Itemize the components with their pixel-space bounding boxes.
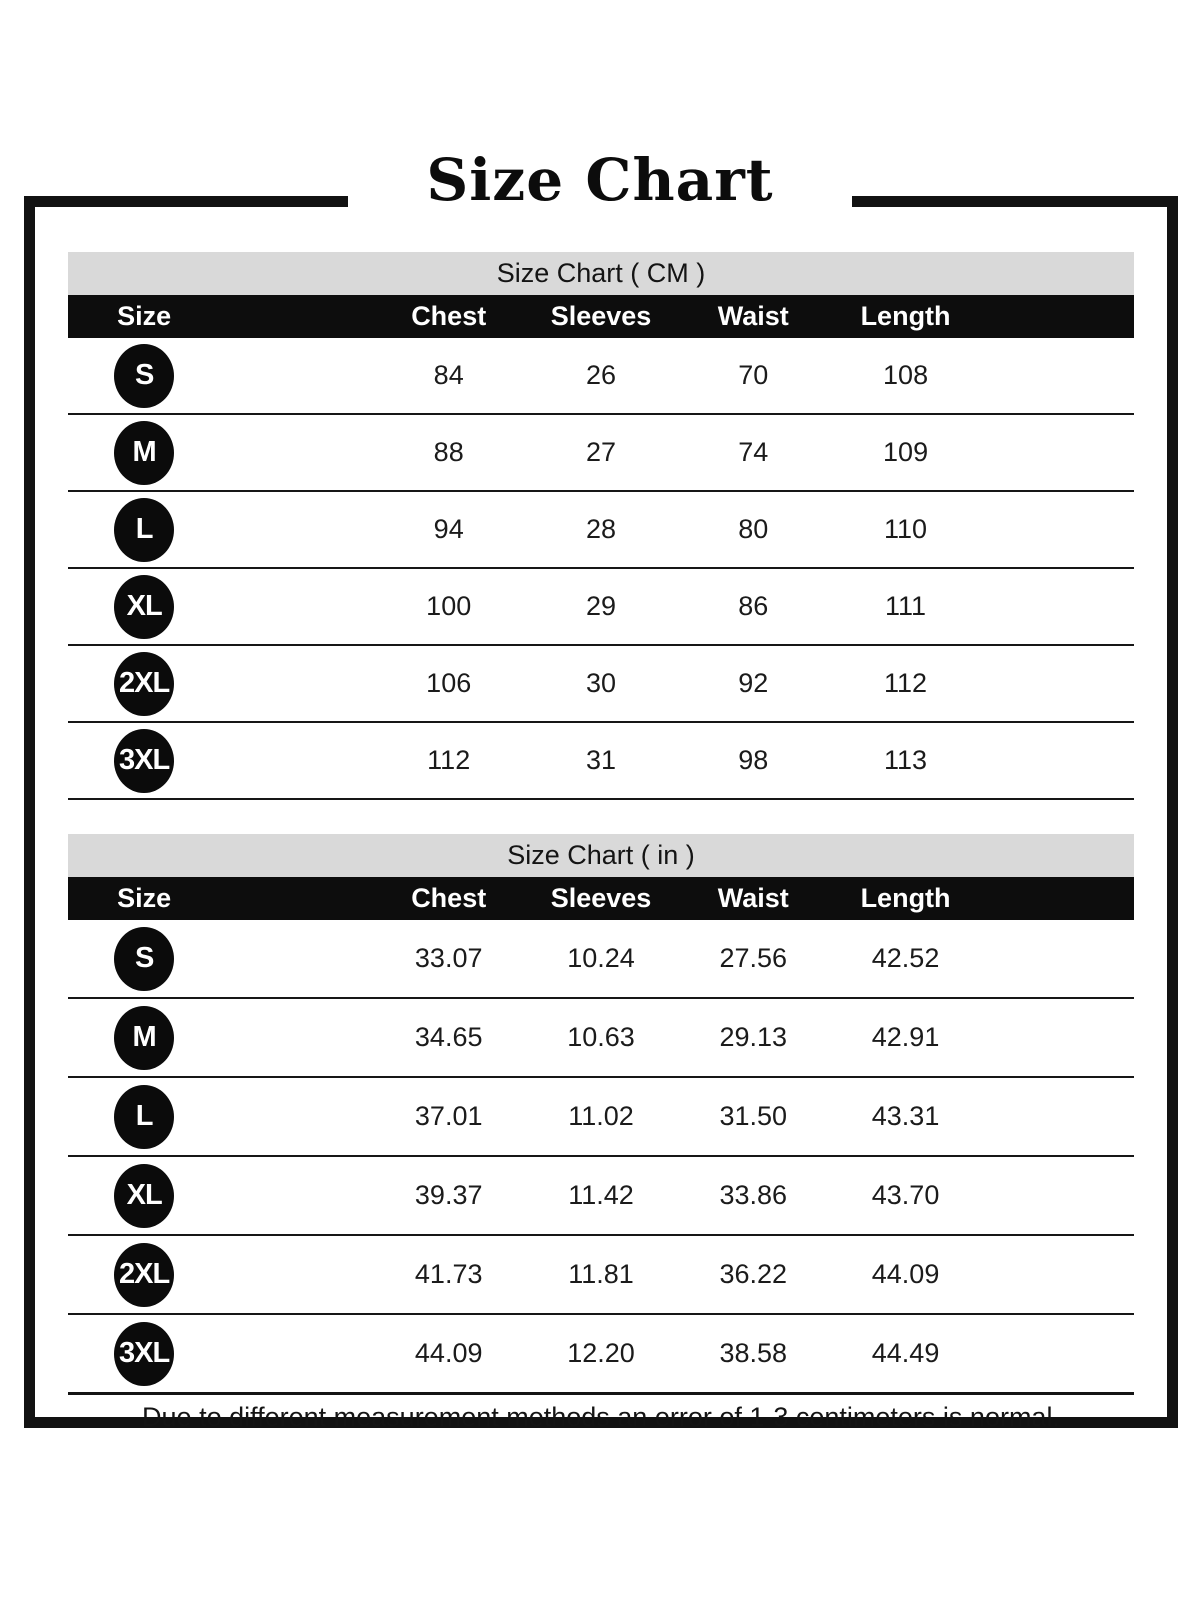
col-header-size: Size bbox=[117, 883, 172, 913]
table-header-cm bbox=[68, 295, 1134, 338]
cell-chest: 112 bbox=[427, 745, 471, 775]
cell-length: 111 bbox=[885, 591, 927, 621]
cell-waist: 86 bbox=[738, 591, 769, 621]
cell-waist: 29.13 bbox=[719, 1022, 788, 1052]
cell-chest: 44.09 bbox=[414, 1338, 483, 1368]
col-header-chest: Chest bbox=[411, 301, 487, 331]
cell-length: 109 bbox=[883, 437, 929, 467]
cell-chest: 100 bbox=[426, 591, 472, 621]
page-title: Size Chart bbox=[348, 148, 851, 213]
size-badge: 2XL bbox=[114, 1243, 174, 1307]
cell-sleeves: 27 bbox=[585, 437, 617, 467]
cell-length: 112 bbox=[884, 668, 928, 698]
cell-sleeves: 10.24 bbox=[567, 943, 635, 973]
cell-length: 42.91 bbox=[871, 1022, 940, 1052]
cell-length: 44.09 bbox=[871, 1259, 940, 1289]
table-title-in: Size Chart ( in ) bbox=[68, 834, 1134, 877]
table-row bbox=[68, 338, 1134, 415]
size-badge: 2XL bbox=[114, 652, 174, 716]
size-cell bbox=[68, 1164, 220, 1228]
cell-sleeves: 28 bbox=[585, 514, 617, 544]
size-badge: L bbox=[114, 1085, 174, 1149]
size-badge: M bbox=[114, 421, 174, 485]
cell-waist: 27.56 bbox=[719, 943, 788, 973]
size-cell bbox=[68, 498, 220, 562]
cell-sleeves: 12.20 bbox=[567, 1338, 635, 1368]
col-header-chest: Chest bbox=[411, 883, 487, 913]
size-cell bbox=[68, 1006, 220, 1070]
table-row bbox=[68, 920, 1134, 999]
table-row bbox=[68, 415, 1134, 492]
cell-chest: 88 bbox=[433, 437, 464, 467]
cell-sleeves: 10.63 bbox=[567, 1022, 635, 1052]
table-row bbox=[68, 1078, 1134, 1157]
cell-length: 43.70 bbox=[871, 1180, 940, 1210]
size-cell bbox=[68, 927, 220, 991]
border-frame bbox=[24, 196, 1178, 1432]
size-cell bbox=[68, 1243, 220, 1307]
size-badge: M bbox=[114, 1006, 174, 1070]
cell-sleeves: 31 bbox=[585, 745, 617, 775]
cell-sleeves: 11.81 bbox=[568, 1259, 634, 1289]
table-row bbox=[68, 569, 1134, 646]
table-title-cm: Size Chart ( CM ) bbox=[68, 252, 1134, 295]
cell-waist: 33.86 bbox=[719, 1180, 788, 1210]
size-badge: 3XL bbox=[114, 729, 174, 793]
size-badge: XL bbox=[114, 1164, 174, 1228]
cell-sleeves: 29 bbox=[585, 591, 617, 621]
cell-length: 44.49 bbox=[871, 1338, 940, 1368]
cell-length: 42.52 bbox=[871, 943, 940, 973]
table-row bbox=[68, 999, 1134, 1078]
cell-waist: 31.50 bbox=[719, 1101, 788, 1131]
size-cell bbox=[68, 729, 220, 793]
cell-length: 113 bbox=[884, 745, 928, 775]
col-header-size: Size bbox=[117, 301, 172, 331]
cell-chest: 37.01 bbox=[414, 1101, 483, 1131]
table-row bbox=[68, 1315, 1134, 1392]
size-badge: XL bbox=[114, 575, 174, 639]
col-header-length: Length bbox=[860, 301, 951, 331]
table-row bbox=[68, 1157, 1134, 1236]
size-cell bbox=[68, 344, 220, 408]
cell-length: 110 bbox=[884, 514, 928, 544]
size-cell bbox=[68, 1322, 220, 1386]
col-header-sleeves: Sleeves bbox=[550, 883, 652, 913]
footnote: Due to different measurement methods an error of 1-3 centimeters is normal. bbox=[68, 1392, 1134, 1439]
cell-waist: 80 bbox=[738, 514, 769, 544]
size-badge: 3XL bbox=[114, 1322, 174, 1386]
cell-waist: 70 bbox=[738, 360, 769, 390]
cell-chest: 106 bbox=[426, 668, 472, 698]
col-header-length: Length bbox=[860, 883, 951, 913]
size-badge: L bbox=[114, 498, 174, 562]
cell-chest: 34.65 bbox=[414, 1022, 483, 1052]
cell-chest: 94 bbox=[433, 514, 464, 544]
table-row bbox=[68, 1236, 1134, 1315]
cell-chest: 84 bbox=[433, 360, 464, 390]
size-badge: S bbox=[114, 344, 174, 408]
table-header-in bbox=[68, 877, 1134, 920]
cell-chest: 41.73 bbox=[414, 1259, 483, 1289]
table-row bbox=[68, 646, 1134, 723]
cell-waist: 74 bbox=[738, 437, 769, 467]
cell-length: 43.31 bbox=[871, 1101, 940, 1131]
table-row bbox=[68, 492, 1134, 569]
size-cell bbox=[68, 652, 220, 716]
cell-sleeves: 11.42 bbox=[568, 1180, 634, 1210]
cell-sleeves: 30 bbox=[585, 668, 617, 698]
size-cell bbox=[68, 421, 220, 485]
col-header-sleeves: Sleeves bbox=[550, 301, 652, 331]
cell-sleeves: 11.02 bbox=[568, 1101, 634, 1131]
cell-length: 108 bbox=[883, 360, 929, 390]
cell-waist: 36.22 bbox=[719, 1259, 788, 1289]
size-table-in bbox=[68, 834, 1134, 1392]
page-title-wrap bbox=[0, 148, 1200, 213]
size-cell bbox=[68, 575, 220, 639]
cell-sleeves: 26 bbox=[585, 360, 617, 390]
size-cell bbox=[68, 1085, 220, 1149]
cell-chest: 33.07 bbox=[414, 943, 483, 973]
col-header-waist: Waist bbox=[717, 301, 789, 331]
cell-waist: 98 bbox=[738, 745, 769, 775]
col-header-waist: Waist bbox=[717, 883, 789, 913]
size-badge: S bbox=[114, 927, 174, 991]
cell-chest: 39.37 bbox=[414, 1180, 483, 1210]
table-row bbox=[68, 723, 1134, 800]
cell-waist: 38.58 bbox=[719, 1338, 788, 1368]
size-table-cm bbox=[68, 252, 1134, 800]
cell-waist: 92 bbox=[738, 668, 769, 698]
